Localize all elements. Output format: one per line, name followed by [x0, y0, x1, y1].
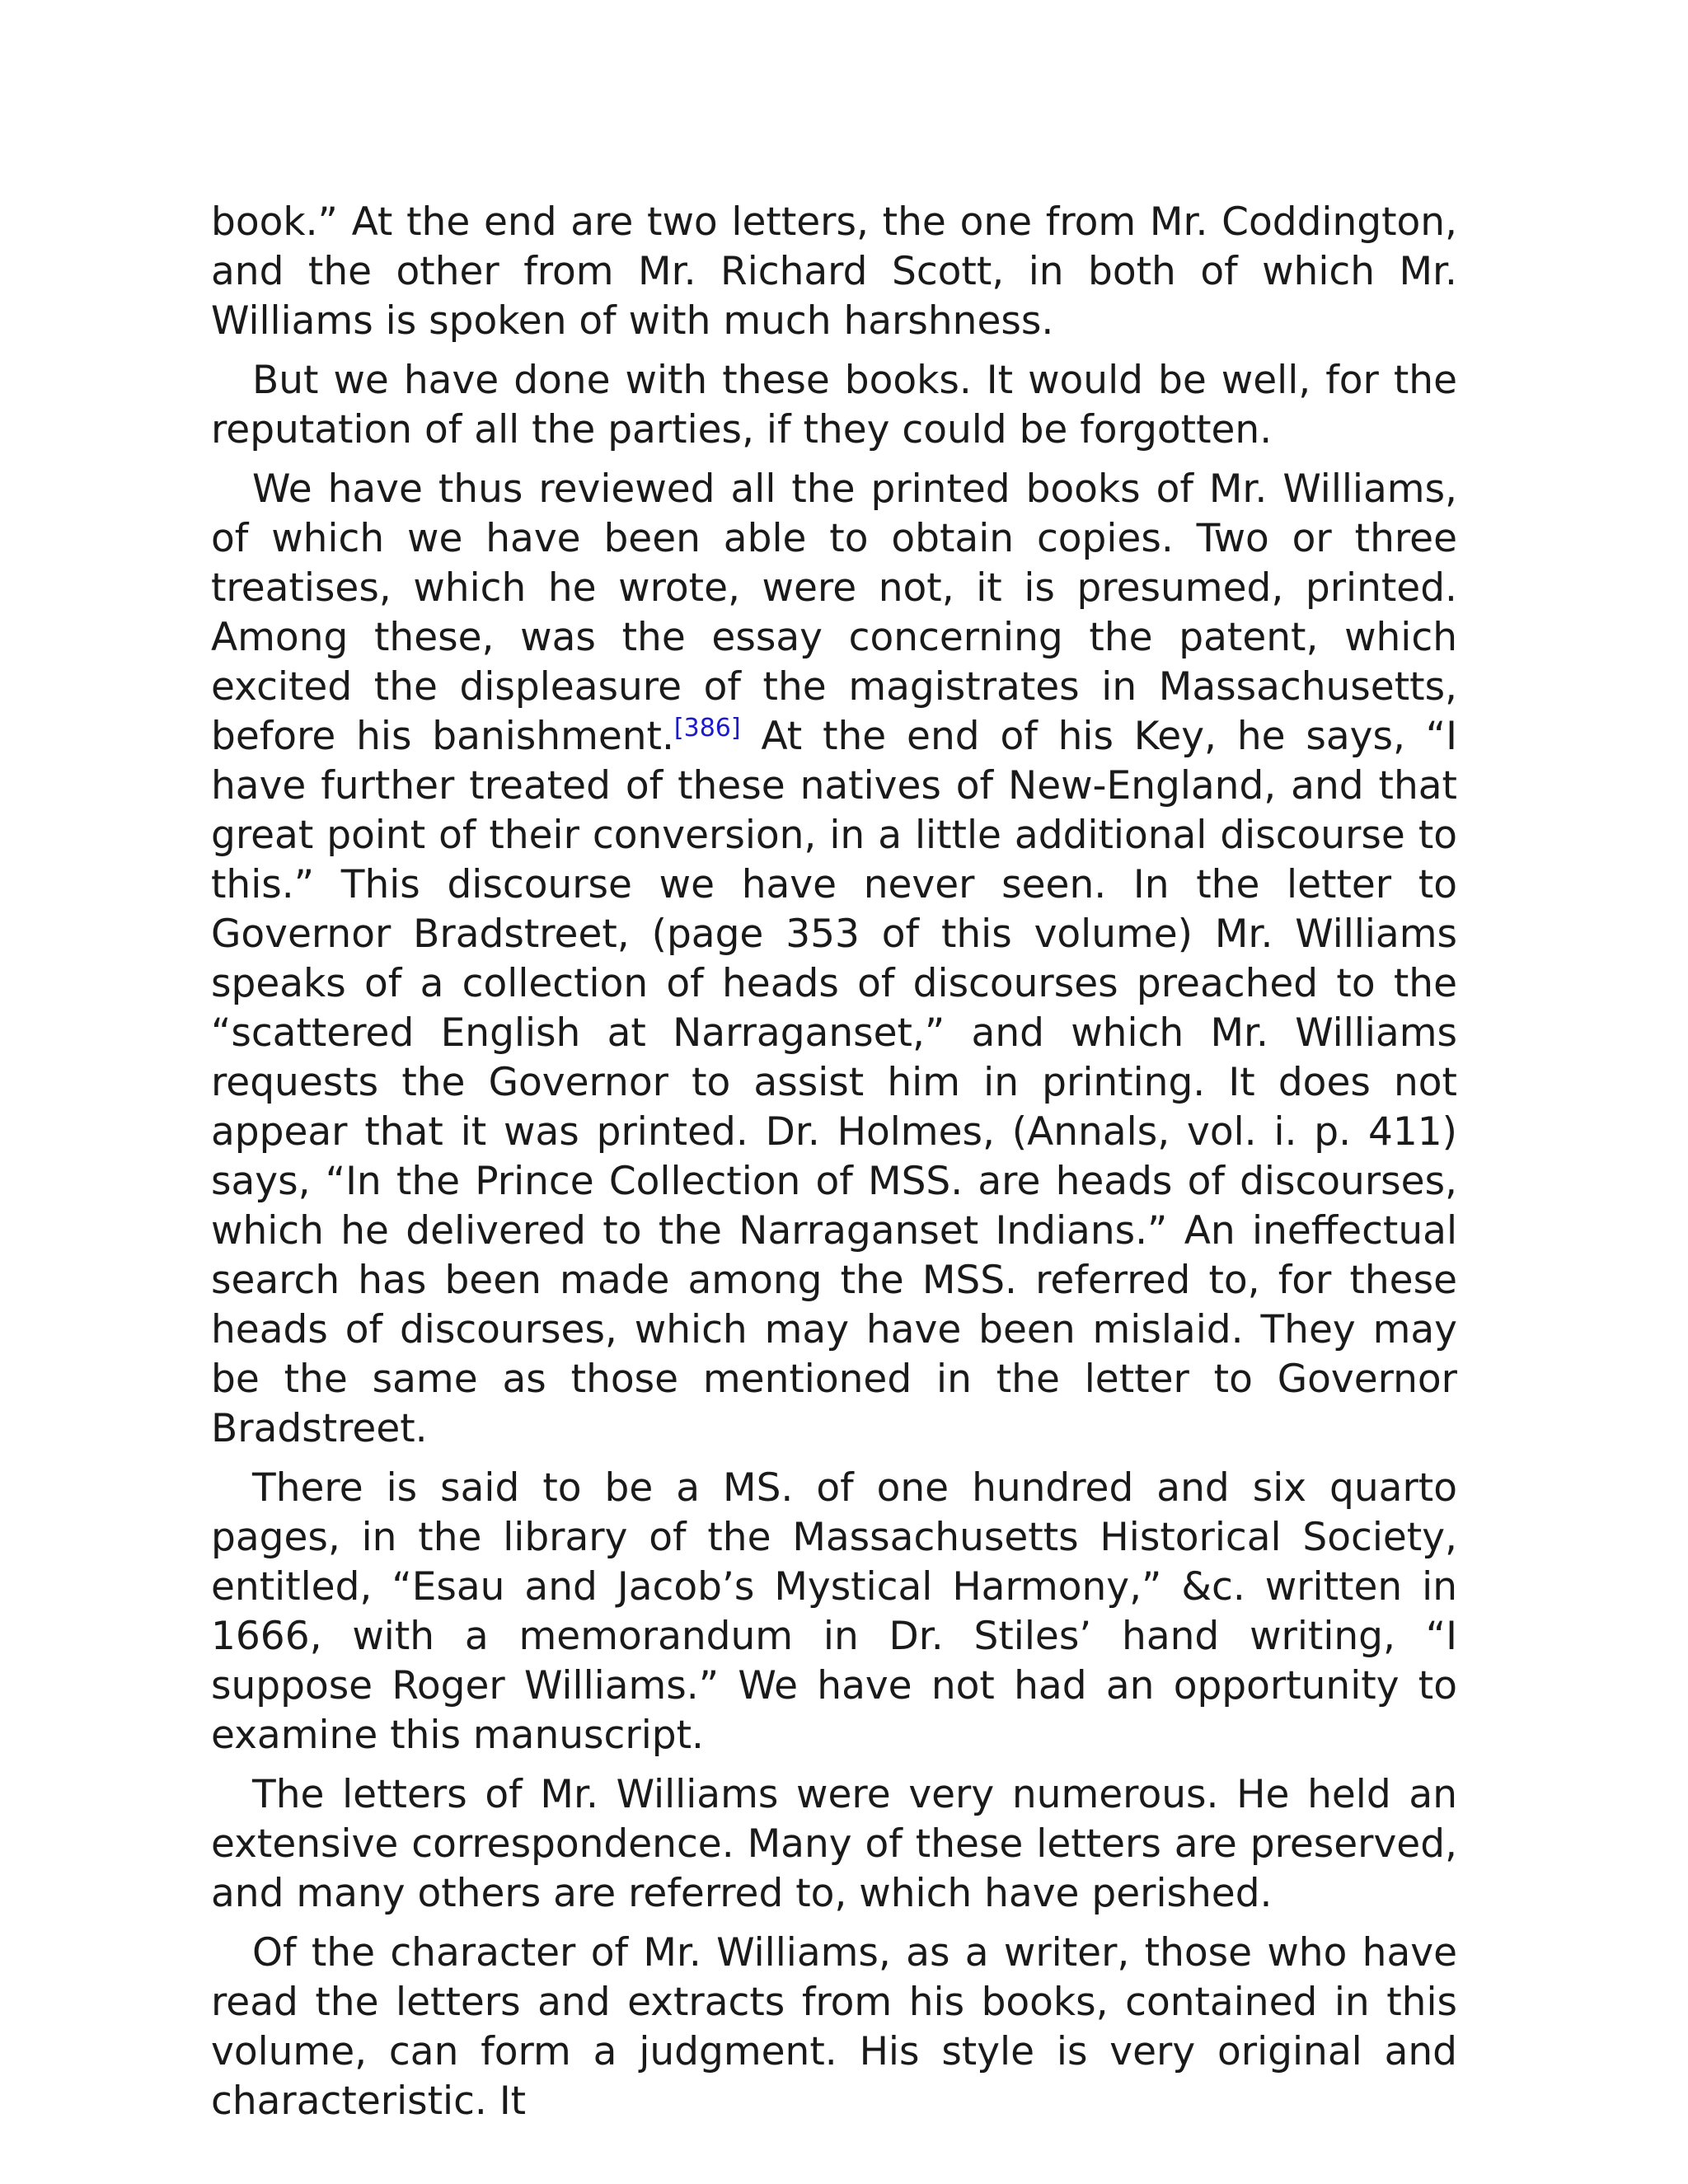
paragraph-3 — [211, 465, 1457, 1454]
paragraph-6: Of the character of Mr. Williams, as a writer, those who have read the letters and extracts from his books, contained in this volume, can form a judgment. His style is very original and characteristic. It — [211, 1930, 1457, 2124]
footnote-link-386[interactable]: [386] — [673, 714, 741, 743]
paragraph-4: There is said to be a MS. of one hundred and six quarto pages, in the library of the Massachusetts Historical Society, entitled, “Esau and Jacob’s Mystical Harmony,” &c. written in 1666, with a memorandum in Dr. Stiles’ hand writing, “I suppose Roger Williams.” We have not had an opportunity to examine this manuscript. — [211, 1465, 1457, 1758]
paragraph-3-text-after-note: At the end of his Key, he says, “I have further treated of these natives of New-England, and that great point of their conversion, in a little additional discourse to this.” This discourse we have never seen. In the letter to Governor Bradstreet, (page 353 of this volume) Mr. Williams speaks of a collection of heads of discourses preached to the “scattered English at Narraganset,” and which Mr. Williams requests the Governor to assist him in printing. It does not appear that it was printed. Dr. Holmes, (Annals, vol. i. p. 411) says, “In the Prince Collection of MSS. are heads of discourses, which he delivered to the Narraganset Indians.” An ineffectual search has been made among the MSS. referred to, for these heads of discourses, which may have been mislaid. They may be the same as those mentioned in the letter to Governor Bradstreet. — [211, 714, 1457, 1451]
paragraph-3-text-before-note: We have thus reviewed all the printed books of Mr. Williams, of which we have been able to obtain copies. Two or three treatises, which he wrote, were not, it is presumed, printed. Among these, was the essay concerning the patent, which excited the displeasure of the magistrates in Massachusetts, before his banishment. — [211, 466, 1457, 759]
paragraph-2: But we have done with these books. It would be well, for the reputation of all the parties, if they could be forgotten. — [211, 358, 1457, 452]
paragraph-1: book.” At the end are two letters, the one from Mr. Coddington, and the other from Mr. Richard Scott, in both of which Mr. Williams is spoken of with much harshness. — [211, 199, 1457, 344]
paragraph-5: The letters of Mr. Williams were very numerous. He held an extensive correspondence. Many of these letters are preserved, and many others are referred to, which have perished. — [211, 1772, 1457, 1916]
page-body — [211, 198, 1457, 2136]
